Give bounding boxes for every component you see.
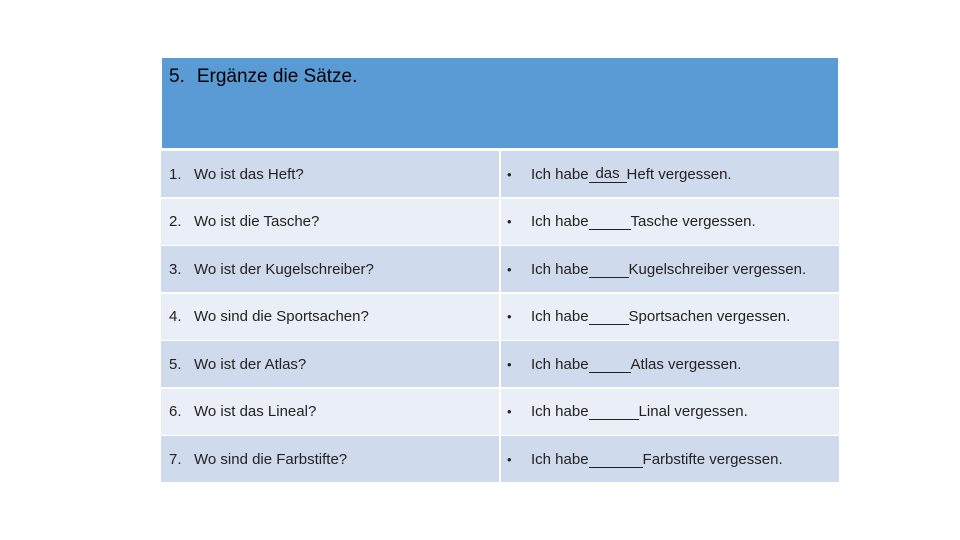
bullet-icon: • <box>507 356 512 372</box>
answer-prefix: Ich habe <box>531 450 589 468</box>
answer-prefix: Ich habe <box>531 355 589 373</box>
answer-prefix: Ich habe <box>531 403 589 420</box>
question-text: Wo ist das Lineal? <box>194 403 317 420</box>
exercise-header <box>161 57 839 149</box>
table-row <box>161 341 839 389</box>
question-number: 7. <box>169 450 182 468</box>
answer-cell <box>501 199 839 245</box>
question-number: 4. <box>169 308 182 325</box>
question-text: Wo ist das Heft? <box>194 165 304 183</box>
answer-blank[interactable] <box>589 356 631 373</box>
question-cell <box>161 294 499 340</box>
answer-cell <box>501 389 839 435</box>
question-text: Wo ist der Kugelschreiber? <box>194 260 374 278</box>
question-cell <box>161 246 499 292</box>
answer-blank[interactable] <box>589 213 631 230</box>
question-cell <box>161 341 499 387</box>
answer-cell <box>501 436 839 482</box>
exercise-number: 5. <box>169 66 185 87</box>
answer-blank[interactable]: das <box>589 166 627 183</box>
answer-cell <box>501 246 839 292</box>
answer-blank[interactable] <box>589 451 643 468</box>
answer-suffix: Heft vergessen. <box>626 165 732 183</box>
table-row <box>161 199 839 247</box>
table-row <box>161 389 839 437</box>
answer-blank[interactable] <box>589 261 629 278</box>
answer-suffix: Atlas vergessen. <box>630 355 742 373</box>
bullet-icon: • <box>507 451 512 467</box>
answer-cell <box>501 294 839 340</box>
answer-suffix: Linal vergessen. <box>638 403 748 420</box>
exercise-table <box>161 57 839 481</box>
table-row <box>161 151 839 199</box>
question-text: Wo ist der Atlas? <box>194 355 307 373</box>
question-cell <box>161 389 499 435</box>
answer-prefix: Ich habe <box>531 165 589 183</box>
question-cell <box>161 151 499 197</box>
question-text: Wo sind die Sportsachen? <box>194 308 369 325</box>
question-cell <box>161 199 499 245</box>
bullet-icon: • <box>507 404 512 419</box>
answer-suffix: Sportsachen vergessen. <box>628 308 791 325</box>
question-cell <box>161 436 499 482</box>
answer-prefix: Ich habe <box>531 260 589 278</box>
exercise-title <box>169 66 357 88</box>
table-row <box>161 246 839 294</box>
exercise-title-text: Ergänze die Sätze. <box>196 66 358 87</box>
bullet-icon: • <box>507 214 512 229</box>
table-row <box>161 436 839 484</box>
answer-blank[interactable] <box>589 308 629 325</box>
answer-prefix: Ich habe <box>531 213 589 230</box>
question-number: 3. <box>169 260 182 278</box>
answer-prefix: Ich habe <box>531 308 589 325</box>
question-number: 1. <box>169 165 182 183</box>
answer-suffix: Farbstifte vergessen. <box>642 450 783 468</box>
bullet-icon: • <box>507 309 512 324</box>
question-number: 2. <box>169 213 182 230</box>
answer-cell <box>501 151 839 197</box>
bullet-icon: • <box>507 261 512 277</box>
exercise-rows <box>161 151 839 484</box>
answer-cell <box>501 341 839 387</box>
answer-blank[interactable] <box>589 403 639 420</box>
table-row <box>161 294 839 342</box>
answer-suffix: Kugelschreiber vergessen. <box>628 260 807 278</box>
bullet-icon: • <box>507 166 512 182</box>
question-text: Wo ist die Tasche? <box>194 213 320 230</box>
question-number: 5. <box>169 355 182 373</box>
question-text: Wo sind die Farbstifte? <box>194 450 348 468</box>
question-number: 6. <box>169 403 182 420</box>
answer-suffix: Tasche vergessen. <box>630 213 756 230</box>
